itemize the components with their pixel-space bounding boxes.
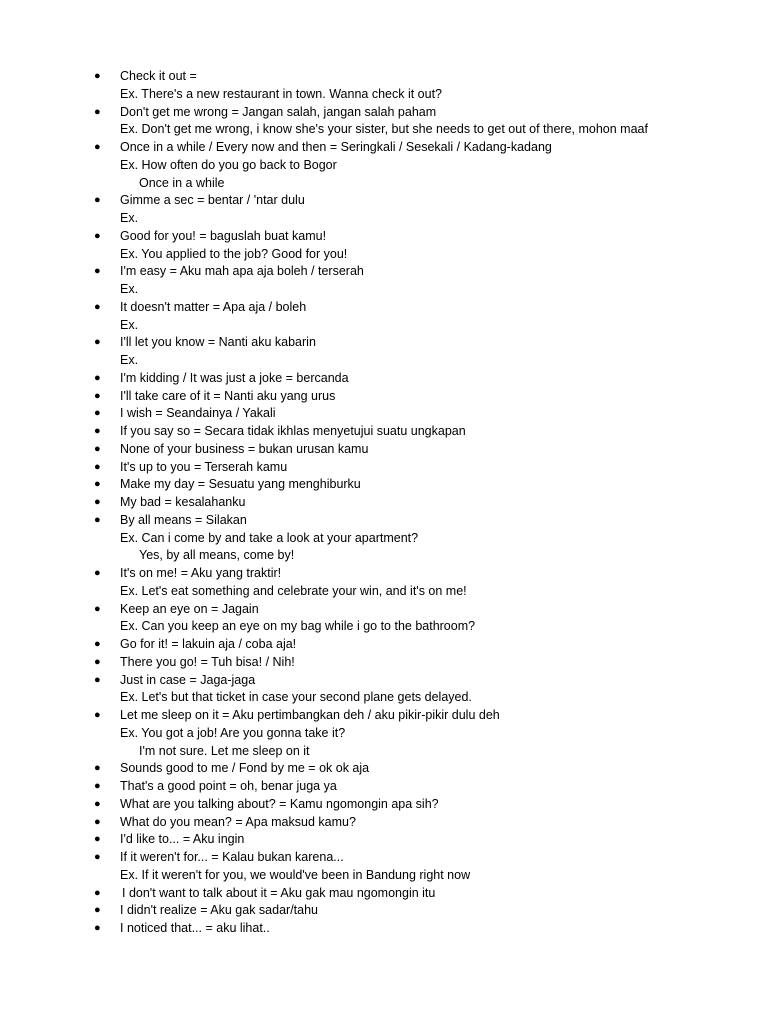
list-item (0, 370, 768, 388)
list-item (0, 228, 768, 246)
line-text: Ex. How often do you go back to Bogor (120, 157, 337, 172)
line-text: Keep an eye on = Jagain (120, 601, 259, 616)
bullet-icon: ● (94, 922, 101, 934)
bullet-icon: ● (94, 797, 101, 810)
line-text: Yes, by all means, come by! (139, 548, 295, 563)
example-line (0, 281, 768, 299)
line-text: I noticed that... = aku lihat.. (120, 921, 270, 935)
example-line (0, 175, 768, 193)
list-item (0, 512, 768, 530)
bullet-icon: ● (94, 673, 101, 686)
bullet-icon: ● (94, 229, 101, 242)
list-item (0, 707, 768, 725)
bullet-icon: ● (94, 815, 101, 828)
line-text: I'm not sure. Let me sleep on it (139, 743, 310, 758)
example-line (0, 689, 768, 707)
list-item (0, 849, 768, 867)
line-text: Just in case = Jaga-jaga (120, 672, 256, 687)
example-line (0, 583, 768, 601)
example-line (0, 157, 768, 175)
bullet-icon: ● (94, 141, 101, 153)
line-text: Go for it! = lakuin aja / coba aja! (120, 637, 297, 651)
list-item (0, 920, 768, 938)
line-text: I'm easy = Aku mah apa aja boleh / terserah (120, 264, 364, 279)
line-text: Ex. (120, 353, 139, 367)
bullet-icon: ● (94, 336, 101, 349)
list-item (0, 299, 768, 317)
list-item (0, 778, 768, 796)
line-text: I wish = Seandainya / Yakali (120, 406, 276, 421)
list-item (0, 760, 768, 778)
line-text: I'll let you know = Nanti aku kabarin (120, 335, 316, 350)
list-item (0, 192, 768, 210)
example-line (0, 317, 768, 335)
line-text: Ex. If it weren't for you, we would've been in Bandung right now (120, 867, 471, 882)
line-text: Sounds good to me / Fond by me = ok ok aja (120, 761, 370, 776)
line-text: That's a good point = oh, benar juga ya (120, 779, 337, 793)
document-page (0, 68, 768, 938)
list-item (0, 104, 768, 122)
bullet-icon: ● (94, 371, 101, 384)
example-line (0, 867, 768, 885)
list-item (0, 441, 768, 459)
example-line (0, 725, 768, 743)
bullet-icon: ● (94, 389, 101, 402)
list-item (0, 423, 768, 441)
line-text: There you go! = Tuh bisa! / Nih! (120, 654, 295, 669)
list-item (0, 885, 768, 903)
line-text: Ex. You applied to the job? Good for you! (120, 246, 348, 261)
bullet-icon: ● (94, 567, 101, 579)
list-item (0, 494, 768, 512)
line-text: I don't want to talk about it = Aku gak mau ngomongin itu (122, 885, 436, 900)
line-text: What are you talking about? = Kamu ngomongin apa sih? (120, 796, 439, 811)
bullet-icon: ● (94, 833, 101, 846)
line-text: I'm kidding / It was just a joke = bercanda (120, 370, 349, 385)
bullet-icon: ● (94, 638, 101, 650)
list-item (0, 636, 768, 654)
line-text: Ex. Don't get me wrong, i know she's your sister, but she needs to get out of there, mohon maaf (120, 122, 648, 137)
example-line (0, 547, 768, 565)
line-text: Gimme a sec = bentar / 'ntar dulu (120, 193, 305, 208)
line-text: If it weren't for... = Kalau bukan karena... (120, 850, 344, 864)
list-item (0, 902, 768, 920)
bullet-icon: ● (94, 478, 101, 491)
line-text: Ex. (120, 282, 139, 296)
list-item (0, 334, 768, 352)
line-text: Check it out = (120, 69, 197, 83)
example-line (0, 618, 768, 636)
line-text: I'd like to... = Aku ingin (120, 832, 245, 847)
list-item (0, 263, 768, 281)
bullet-icon: ● (94, 442, 101, 455)
list-item (0, 405, 768, 423)
line-text: My bad = kesalahanku (120, 495, 246, 509)
list-item (0, 672, 768, 690)
bullet-icon: ● (94, 709, 101, 721)
bullet-icon: ● (94, 300, 101, 313)
example-line (0, 121, 768, 139)
example-line (0, 743, 768, 761)
line-text: None of your business = bukan urusan kamu (120, 441, 369, 456)
line-text: I didn't realize = Aku gak sadar/tahu (120, 903, 318, 918)
line-text: Ex. Let's but that ticket in case your second plane gets delayed. (120, 690, 472, 705)
bullet-icon: ● (94, 407, 101, 420)
line-text: Ex. Can you keep an eye on my bag while i go to the bathroom? (120, 619, 476, 634)
line-text: I'll take care of it = Nanti aku yang urus (120, 388, 336, 403)
line-text: Ex. Can i come by and take a look at your apartment? (120, 530, 419, 545)
list-item (0, 388, 768, 406)
example-line (0, 352, 768, 370)
bullet-icon: ● (94, 851, 101, 863)
line-text: What do you mean? = Apa maksud kamu? (120, 814, 356, 829)
list-item (0, 796, 768, 814)
line-text: Ex. Let's eat something and celebrate your win, and it's on me! (120, 583, 467, 598)
example-line (0, 246, 768, 264)
example-line (0, 86, 768, 104)
bullet-icon: ● (94, 904, 101, 917)
line-text: If you say so = Secara tidak ikhlas menyetujui suatu ungkapan (120, 424, 466, 438)
line-text: It's up to you = Terserah kamu (120, 459, 288, 474)
list-item (0, 459, 768, 477)
bullet-icon: ● (94, 602, 101, 615)
list-item (0, 565, 768, 583)
bullet-icon: ● (94, 460, 101, 473)
line-text: Ex. (120, 317, 139, 332)
bullet-icon: ● (94, 496, 101, 508)
list-item (0, 139, 768, 157)
bullet-icon: ● (94, 70, 101, 82)
list-item (0, 476, 768, 494)
list-item (0, 831, 768, 849)
list-item (0, 601, 768, 619)
bullet-icon: ● (94, 886, 101, 899)
bullet-icon: ● (94, 425, 101, 437)
line-text: Don't get me wrong = Jangan salah, jangan salah paham (120, 104, 437, 119)
line-text: Once in a while (139, 175, 225, 190)
line-text: It's on me! = Aku yang traktir! (120, 566, 282, 580)
line-text: By all means = Silakan (120, 512, 247, 527)
list-item (0, 68, 768, 86)
list-item (0, 654, 768, 672)
list-item (0, 814, 768, 832)
bullet-icon: ● (94, 265, 101, 278)
line-text: Ex. (120, 211, 139, 225)
line-text: Make my day = Sesuatu yang menghiburku (120, 477, 361, 492)
bullet-icon: ● (94, 780, 101, 792)
example-line (0, 530, 768, 548)
line-text: Once in a while / Every now and then = Seringkali / Sesekali / Kadang-kadang (120, 140, 552, 154)
line-text: It doesn't matter = Apa aja / boleh (120, 299, 307, 314)
bullet-icon: ● (94, 513, 101, 526)
bullet-icon: ● (94, 105, 101, 118)
bullet-icon: ● (94, 194, 101, 207)
bullet-icon: ● (94, 762, 101, 775)
bullet-icon: ● (94, 655, 101, 668)
line-text: Good for you! = baguslah buat kamu! (120, 228, 327, 243)
example-line (0, 210, 768, 228)
line-text: Let me sleep on it = Aku pertimbangkan deh / aku pikir-pikir dulu deh (120, 708, 500, 722)
line-text: Ex. There's a new restaurant in town. Wanna check it out? (120, 86, 442, 101)
line-text: Ex. You got a job! Are you gonna take it? (120, 725, 346, 740)
